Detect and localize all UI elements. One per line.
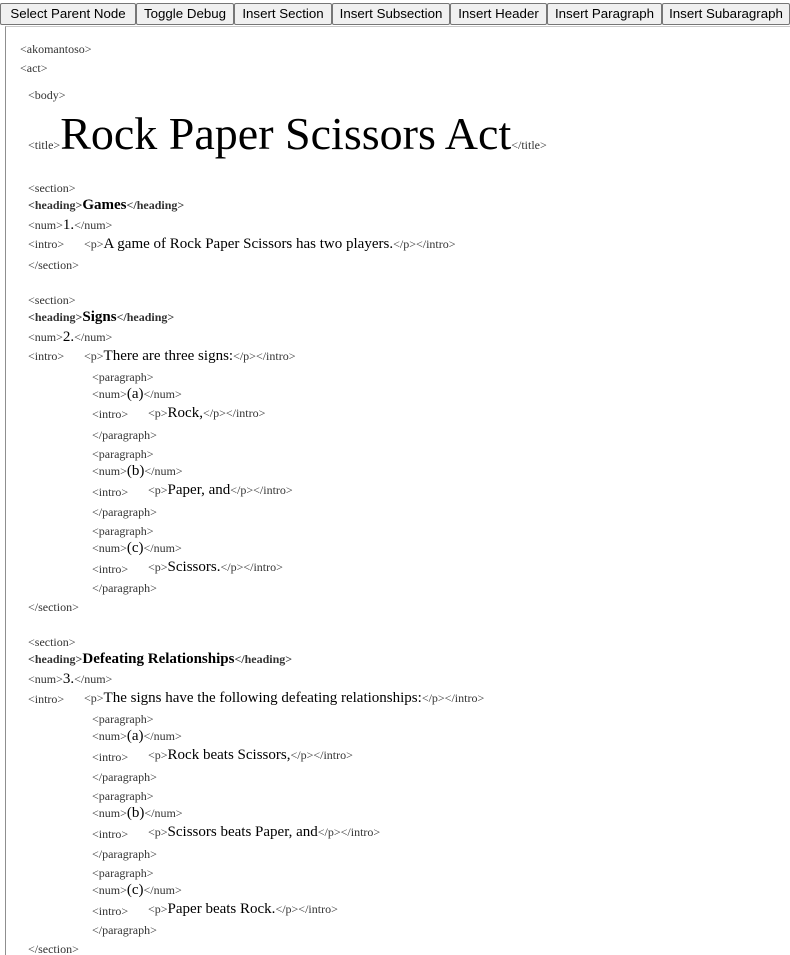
s2-paragraph-a-text[interactable]: <p>Rock,</p></intro> [148,405,266,421]
toolbar [0,0,790,26]
document-editor[interactable] [5,26,790,955]
s2-paragraph-b-text[interactable]: <p>Paper, and</p></intro> [148,482,293,498]
section-3-intro: <intro> [28,692,65,706]
s2-paragraph-c-num[interactable]: <num>(c)</num> [92,540,182,556]
s3-paragraph-a-intro: <intro> [92,750,129,764]
s2-paragraph-a-intro: <intro> [92,407,129,421]
s3-paragraph-a-text[interactable]: <p>Rock beats Scissors,</p></intro> [148,747,353,763]
section-1-open: <section> [28,181,76,195]
s3-paragraph-b-intro: <intro> [92,827,129,841]
body-open: <body> [28,88,66,102]
select-parent-node-button[interactable]: Select Parent Node [0,3,136,25]
s2-paragraph-c-text[interactable]: <p>Scissors.</p></intro> [148,559,283,575]
section-2-heading[interactable]: <heading>Signs</heading> [28,309,175,325]
s3-paragraph-a-open: <paragraph> [92,712,154,726]
section-2-intro: <intro> [28,349,65,363]
section-1-heading[interactable]: <heading>Games</heading> [28,197,185,213]
section-3-close: </section> [28,942,79,955]
section-1-close: </section> [28,258,79,272]
s3-paragraph-c-text[interactable]: <p>Paper beats Rock.</p></intro> [148,901,338,917]
akomantoso-open: <akomantoso> [20,42,92,56]
s3-paragraph-c-close: </paragraph> [92,923,157,937]
s3-paragraph-c-num[interactable]: <num>(c)</num> [92,882,182,898]
s2-paragraph-b-intro: <intro> [92,485,129,499]
section-2-num[interactable]: <num>2.</num> [28,329,113,345]
s2-paragraph-b-open: <paragraph> [92,447,154,461]
s3-paragraph-c-intro: <intro> [92,904,129,918]
section-1-intro-text[interactable]: <p>A game of Rock Paper Scissors has two players.</p></intro> [84,236,456,252]
section-3-intro-text[interactable]: <p>The signs have the following defeating relationships:</p></intro> [84,690,485,706]
s3-paragraph-a-num[interactable]: <num>(a)</num> [92,728,182,744]
section-2-close: </section> [28,600,79,614]
insert-subsection-button[interactable]: Insert Subsection [332,3,450,25]
insert-subparagraph-button[interactable]: Insert Subaragraph [662,3,790,25]
s2-paragraph-c-close: </paragraph> [92,581,157,595]
s2-paragraph-a-close: </paragraph> [92,428,157,442]
insert-header-button[interactable]: Insert Header [450,3,547,25]
s2-paragraph-c-open: <paragraph> [92,524,154,538]
section-2-open: <section> [28,293,76,307]
insert-section-button[interactable]: Insert Section [234,3,332,25]
title-element[interactable]: <title>Rock Paper Scissors Act</title> [28,108,547,159]
s3-paragraph-b-num[interactable]: <num>(b)</num> [92,805,183,821]
insert-paragraph-button[interactable]: Insert Paragraph [547,3,662,25]
s3-paragraph-b-open: <paragraph> [92,789,154,803]
s3-paragraph-c-open: <paragraph> [92,866,154,880]
section-3-heading[interactable]: <heading>Defeating Relationships</heading> [28,651,293,667]
s3-paragraph-b-close: </paragraph> [92,847,157,861]
section-3-num[interactable]: <num>3.</num> [28,671,113,687]
s2-paragraph-a-open: <paragraph> [92,370,154,384]
s3-paragraph-b-text[interactable]: <p>Scissors beats Paper, and</p></intro> [148,824,381,840]
act-open: <act> [20,61,48,75]
toggle-debug-button[interactable]: Toggle Debug [136,3,234,25]
section-1-num[interactable]: <num>1.</num> [28,217,113,233]
s2-paragraph-b-close: </paragraph> [92,505,157,519]
s3-paragraph-a-close: </paragraph> [92,770,157,784]
s2-paragraph-b-num[interactable]: <num>(b)</num> [92,463,183,479]
s2-paragraph-a-num[interactable]: <num>(a)</num> [92,386,182,402]
section-2-intro-text[interactable]: <p>There are three signs:</p></intro> [84,348,296,364]
section-1-intro: <intro> [28,237,65,251]
s2-paragraph-c-intro: <intro> [92,562,129,576]
doc-title[interactable]: Rock Paper Scissors Act [60,108,512,159]
section-3-open: <section> [28,635,76,649]
